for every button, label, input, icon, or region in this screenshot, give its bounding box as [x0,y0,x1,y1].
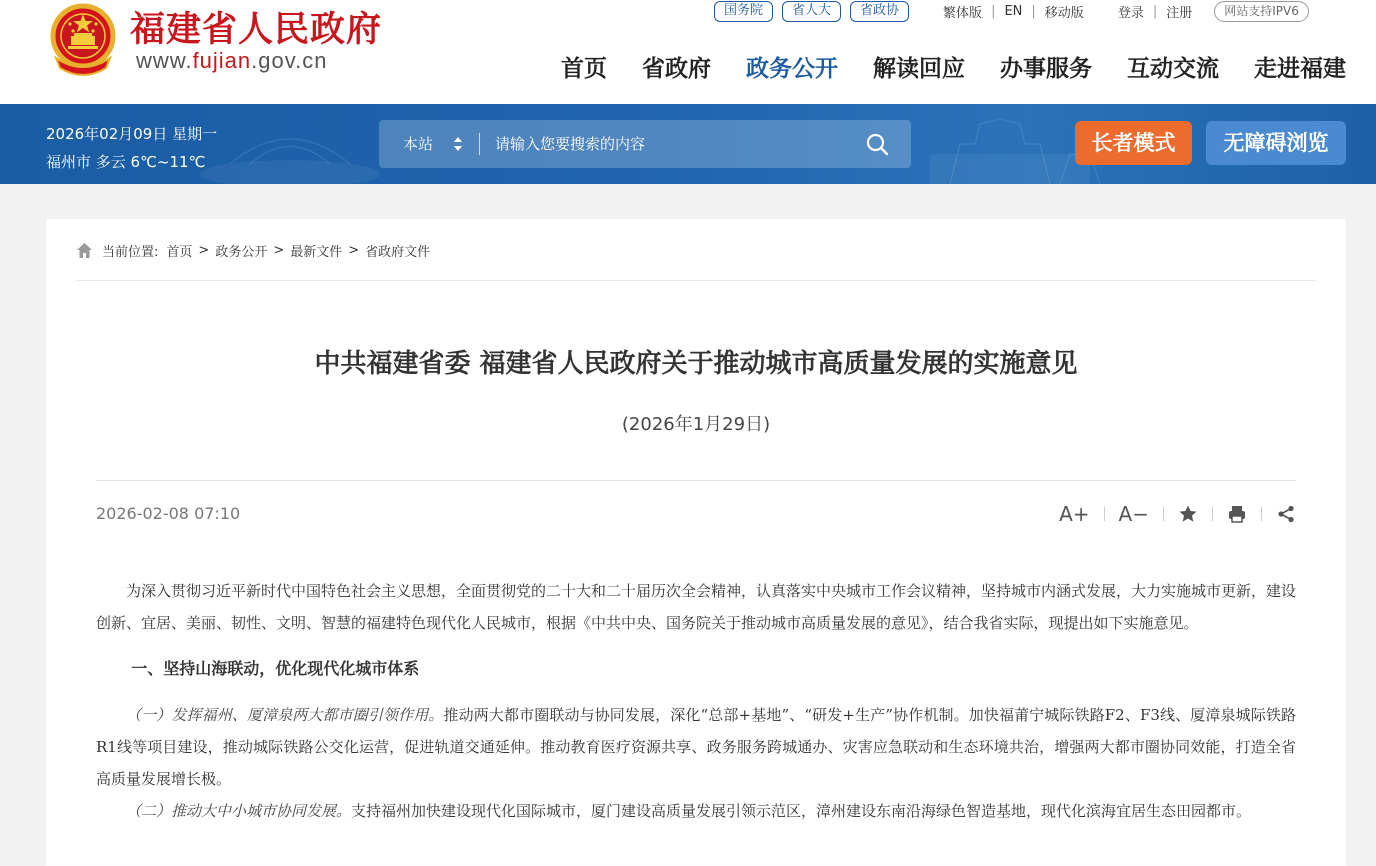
national-emblem-icon[interactable] [46,0,120,78]
breadcrumb-provincial-documents[interactable]: 省政府文件 [365,245,431,260]
article-tools [1059,501,1296,527]
breadcrumb-separator: > [273,243,285,258]
search-scope-select[interactable]: 本站 [403,135,434,153]
share-icon[interactable] [1276,501,1296,527]
article-title: 中共福建省委 福建省人民政府关于推动城市高质量发展的实施意见 [314,349,1078,379]
section-heading: 一、坚持山海联动，优化现代化城市体系 [131,659,420,678]
account-links [1118,2,1192,21]
date-weather [46,120,217,176]
accessibility-button[interactable]: 无障碍浏览 [1206,121,1346,165]
link-mobile[interactable]: 移动版 [1044,5,1084,21]
divider [1104,507,1105,521]
site-header [0,0,1376,104]
link-traditional-chinese[interactable]: 繁体版 [943,5,983,21]
main-nav [526,50,1346,83]
url-prefix: www. [136,48,193,73]
article-body [96,575,1296,827]
search-input[interactable]: 请输入您要搜索的内容 [495,135,646,153]
intro-paragraph: 为深入贯彻习近平新时代中国特色社会主义思想，全面贯彻党的二十大和二十届历次全会精神，认真落实中央城市工作会议精神，坚持城市内涵式发展，大力实施城市更新，建设创新、宜居、美丽、韧性、文明、智慧的福建特色现代化人民城市，根据《中共中央、国务院关于推动城市高质量发展的意见》，结合我省实际，现提出如下实施意见。 [96,582,1297,632]
nav-interaction[interactable]: 互动交流 [1127,56,1219,82]
article-card [46,219,1346,866]
nav-provincial-government[interactable]: 省政府 [642,56,711,82]
publish-time: 2026-02-08 07:10 [96,504,241,523]
nav-government-affairs[interactable]: 政务公开 [746,56,838,82]
favorite-star-icon[interactable] [1178,501,1198,527]
paragraph-text: 支持福州加快建设现代化国际城市，厦门建设高质量发展引领示范区，漳州建设东南沿海绿色智造基地，现代化滨海宜居生态田园都市。 [351,802,1252,820]
divider [1261,507,1262,521]
url-suffix: .gov.cn [251,48,328,73]
search-icon[interactable] [865,132,889,156]
divider: | [991,3,996,19]
login-link[interactable]: 登录 [1117,5,1144,21]
breadcrumb-separator: > [348,243,360,258]
home-icon [76,242,93,259]
site-title[interactable]: 福建省人民政府 [130,9,383,50]
paragraph-text: 推动两大都市圈联动与协同发展，深化“总部+基地”、“研发+生产”协作机制。加快福莆宁城际铁路F2、F3线、厦漳泉城际铁路R1线等项目建设，推动城际铁路公交化运营，促进轨道交通延伸。推动教育医疗资源共享、政务服务跨城通办、灾害应急联动和生态环境共治，增强两大都市圈协同效能，打造全省高质量发展增长极。 [96,706,1296,788]
paragraph-lead: （一）发挥福州、厦漳泉两大都市圈引领作用。 [126,706,444,724]
print-icon[interactable] [1227,501,1247,527]
breadcrumb-home[interactable]: 首页 [166,245,193,260]
link-provincial-congress[interactable]: 省人大 [782,1,841,22]
divider [1212,507,1213,521]
nav-interpretation[interactable]: 解读回应 [873,56,965,82]
divider [96,480,1296,481]
search-box [379,120,911,168]
paragraph [96,699,1296,795]
register-link[interactable]: 注册 [1166,5,1193,21]
breadcrumb-latest-documents[interactable]: 最新文件 [290,245,343,260]
weather-info: 福州市 多云 6℃~11℃ [46,153,206,171]
updown-arrows-icon[interactable] [453,136,463,152]
site-url[interactable] [136,48,327,74]
nav-about-fujian[interactable]: 走进福建 [1254,56,1346,82]
font-larger-button[interactable]: A+ [1059,502,1090,526]
ipv6-badge: 网站支持IPV6 [1214,1,1309,22]
info-bar [0,104,1376,184]
font-smaller-button[interactable]: A− [1118,502,1149,526]
breadcrumb [76,241,430,260]
breadcrumb-label: 当前位置: [102,245,159,260]
elder-mode-button[interactable]: 长者模式 [1075,121,1192,165]
divider: | [1031,3,1036,19]
link-english[interactable]: EN [1004,3,1023,19]
breadcrumb-separator: > [198,243,210,258]
breadcrumb-government-affairs[interactable]: 政务公开 [215,245,268,260]
paragraph-lead: （二）推动大中小城市协同发展。 [126,802,352,820]
divider [76,280,1316,281]
article-date: (2026年1月29日) [621,414,771,435]
language-links [943,2,1084,21]
nav-services[interactable]: 办事服务 [1000,56,1092,82]
link-provincial-cppcc[interactable]: 省政协 [850,1,909,22]
divider: | [1152,3,1158,19]
divider [1163,507,1164,521]
paragraph [96,795,1296,827]
url-highlight: fujian [192,48,252,73]
divider [479,133,480,155]
nav-home[interactable]: 首页 [561,56,607,82]
top-links [714,0,1309,22]
current-date: 2026年02月09日 星期一 [46,125,218,143]
link-state-council[interactable]: 国务院 [714,1,773,22]
